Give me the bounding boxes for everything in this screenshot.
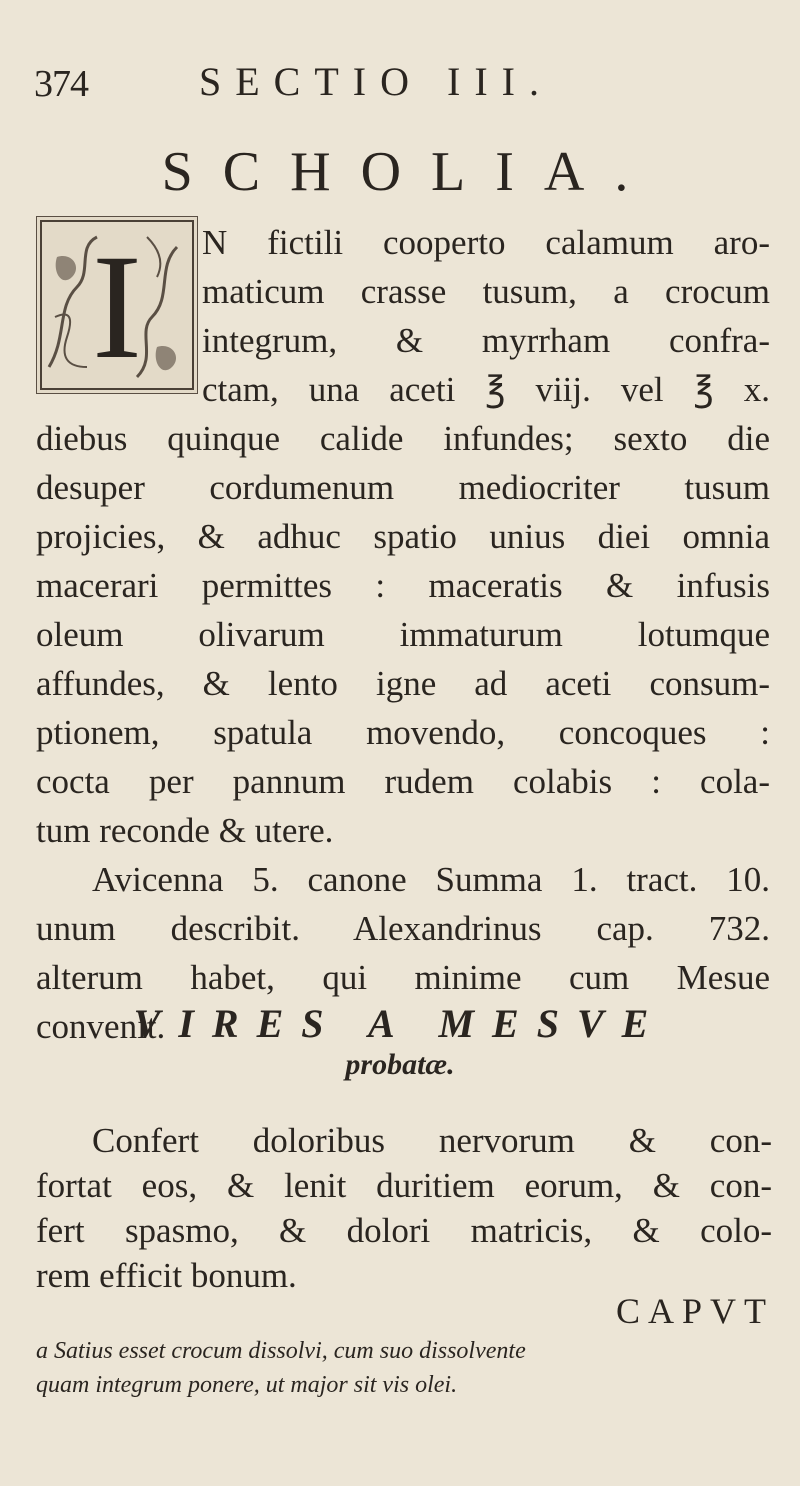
vires-paragraph (36, 1118, 772, 1298)
text-line: maticum crasse tusum, a crocum (202, 272, 770, 311)
footnote (36, 1334, 774, 1402)
text-line: Confert doloribus nervorum & con- (92, 1121, 772, 1160)
initial-glyph: I (92, 224, 142, 390)
text-line: fert spasmo, & dolori matricis, & colo- (36, 1211, 772, 1250)
text-line: desuper cordumenum mediocriter tusum (36, 468, 770, 507)
text-line: N fictili cooperto calamum aro- (202, 223, 770, 262)
section-title: SCHOLIA. (161, 141, 659, 203)
sub-section-subtitle: probatæ. (345, 1048, 455, 1081)
text-line: tum reconde & utere. (36, 811, 334, 850)
text-line: Avicenna 5. canone Summa 1. tract. 10. (92, 860, 770, 899)
running-head: SECTIO III. (199, 59, 553, 104)
text-line: diebus quinque calide infundes; sexto die (36, 419, 770, 458)
text-line: alterum habet, qui minime cum Mesue (36, 958, 770, 997)
catchword: CAPVT (615, 1291, 774, 1331)
text-line: cocta per pannum rudem colabis : cola- (36, 762, 770, 801)
text-line: oleum olivarum immaturum lotumque (36, 615, 770, 654)
text-line: projicies, & adhuc spatio unius diei omnia (36, 517, 770, 556)
text-line: convenit. (36, 1007, 166, 1046)
text-line: affundes, & lento igne ad aceti consum- (36, 664, 770, 703)
sub-section-title: VIRES A MESVE (133, 1001, 667, 1046)
footnote-line: quam integrum ponere, ut major sit vis olei. (36, 1372, 458, 1398)
footnote-line: a Satius esset crocum dissolvi, cum suo dissolvente (36, 1338, 526, 1364)
text-line: macerari permittes : maceratis & infusis (36, 566, 770, 605)
text-line: fortat eos, & lenit duritiem eorum, & con- (36, 1166, 772, 1205)
text-line: integrum, & myrrham confra- (202, 321, 770, 360)
page-number: 374 (34, 63, 88, 105)
text-line: ptionem, spatula movendo, concoques : (36, 713, 770, 752)
text-line: ctam, una aceti ℥ viij. vel ℥ x. (202, 370, 770, 409)
text-line: unum describit. Alexandrinus cap. 732. (36, 909, 770, 948)
text-line: rem efficit bonum. (36, 1256, 297, 1295)
page-header (34, 58, 766, 108)
scholia-paragraph (36, 218, 770, 1051)
